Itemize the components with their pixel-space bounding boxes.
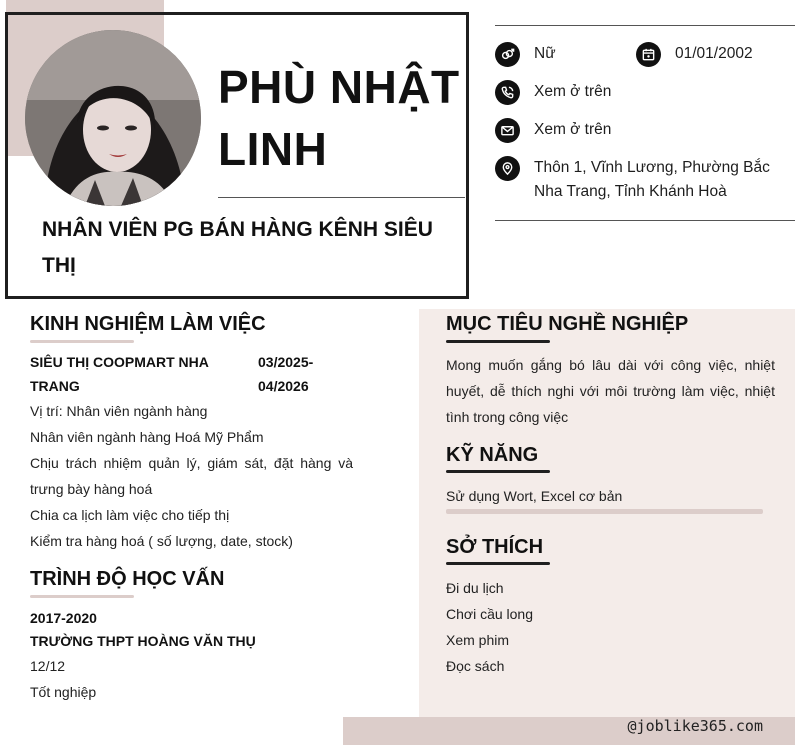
education-status: Tốt nghiệp <box>30 684 97 700</box>
experience-line: Nhân viên ngành hàng Hoá Mỹ Phẩm <box>30 429 264 445</box>
education-heading: TRÌNH ĐỘ HỌC VẤN <box>30 568 225 590</box>
skill-item: Sử dụng Wort, Excel cơ bản <box>446 488 623 504</box>
job-title: NHÂN VIÊN PG BÁN HÀNG KÊNH SIÊU THỊ <box>42 218 433 277</box>
hobbies-heading: SỞ THÍCH <box>446 536 544 558</box>
hobby-item: Đọc sách <box>446 658 505 674</box>
education-school: TRƯỜNG THPT HOÀNG VĂN THỤ <box>30 633 256 649</box>
mail-icon <box>495 118 520 143</box>
calendar-icon <box>636 42 661 67</box>
experience-company: SIÊU THỊ COOPMART NHA TRANG <box>30 354 209 394</box>
objective-underline <box>446 340 550 343</box>
contact-gender <box>495 42 556 67</box>
education-grade: 12/12 <box>30 658 66 674</box>
experience-line: Vị trí: Nhân viên ngành hàng <box>30 403 208 419</box>
experience-line: Chia ca lịch làm việc cho tiếp thị <box>30 507 230 523</box>
experience-line: Kiểm tra hàng hoá ( số lượng, date, stock) <box>30 533 293 549</box>
contact-address <box>495 156 785 204</box>
experience-period: 03/2025-04/2026 <box>258 354 314 394</box>
skills-heading: KỸ NĂNG <box>446 444 539 466</box>
hobby-item: Đi du lịch <box>446 580 504 596</box>
birthday-value: 01/01/2002 <box>675 45 753 62</box>
education-years: 2017-2020 <box>30 610 97 626</box>
objective-heading: MỤC TIÊU NGHỀ NGHIỆP <box>446 313 689 335</box>
phone-value: Xem ở trên <box>534 83 612 100</box>
contact-email <box>495 118 611 143</box>
avatar <box>25 30 201 206</box>
education-underline <box>30 595 134 598</box>
experience-underline <box>30 340 134 343</box>
skill-bar <box>446 509 763 514</box>
name-divider <box>218 197 465 198</box>
candidate-name: PHÙ NHẬT LINH <box>218 61 460 175</box>
experience-line: Chịu trách nhiệm quản lý, giám sát, đặt hàng và trưng bày hàng hoá <box>30 455 353 497</box>
address-value: Thôn 1, Vĩnh Lương, Phường Bắc Nha Trang, Tỉnh Khánh Hoà <box>534 159 770 200</box>
contact-birthday <box>636 42 753 67</box>
phone-icon <box>495 80 520 105</box>
hobbies-underline <box>446 562 550 565</box>
email-value: Xem ở trên <box>534 121 612 138</box>
gender-value: Nữ <box>534 45 556 62</box>
location-pin-icon <box>495 156 520 181</box>
gender-icon <box>495 42 520 67</box>
portrait-photo <box>25 30 201 206</box>
footer-handle: @joblike365.com <box>627 717 763 735</box>
experience-heading: KINH NGHIỆM LÀM VIỆC <box>30 313 266 335</box>
hobby-item: Xem phim <box>446 632 510 648</box>
objective-text: Mong muốn gắng bó lâu dài với công việc, nhiệt huyết, dễ thích nghi với môi trường làm việc, nhiệt tình trong công việc <box>446 357 775 425</box>
skills-underline <box>446 470 550 473</box>
contact-phone <box>495 80 611 105</box>
hobby-item: Chơi cầu long <box>446 606 534 622</box>
